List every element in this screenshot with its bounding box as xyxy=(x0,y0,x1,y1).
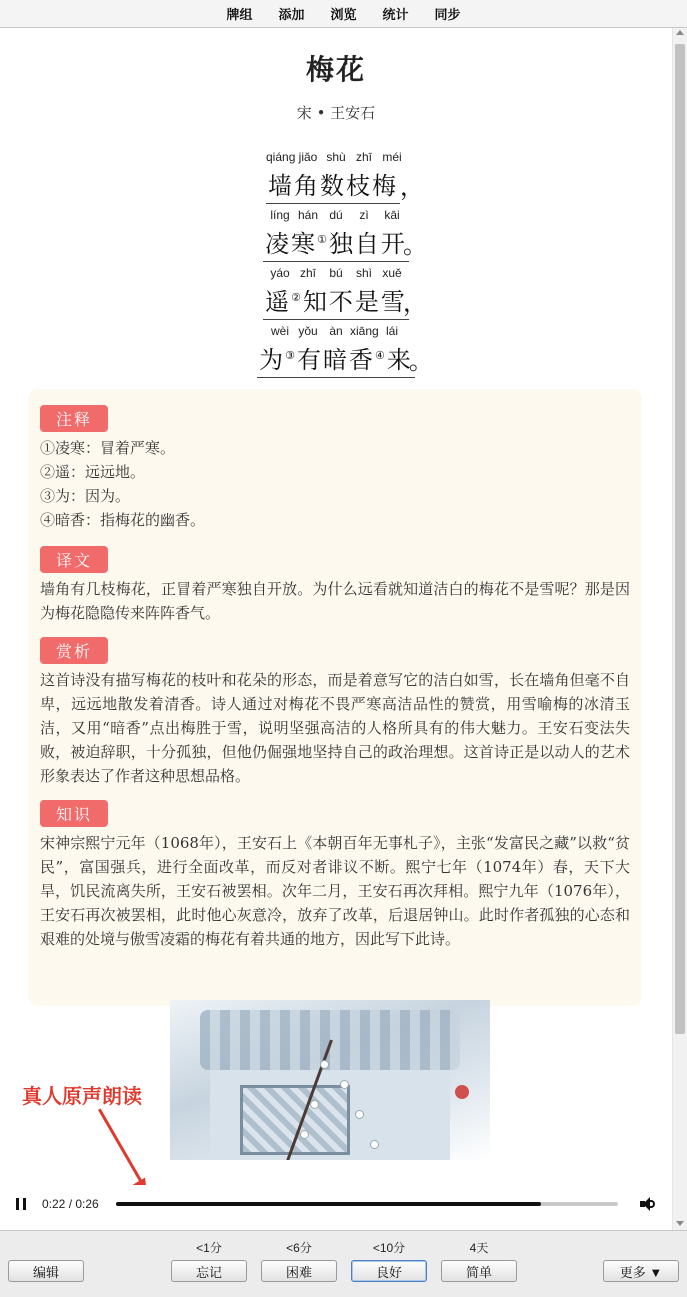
footnote-mark: ③ xyxy=(285,349,297,362)
more-button[interactable]: 更多 ▼ xyxy=(603,1260,679,1282)
poem-text xyxy=(257,340,415,378)
toolbar-sync[interactable]: 同步 xyxy=(434,7,461,22)
pinyin: shù xyxy=(326,150,346,164)
pinyin: zhī xyxy=(299,266,316,280)
toolbar-add[interactable]: 添加 xyxy=(278,7,305,22)
easy-button[interactable]: 简单 xyxy=(441,1260,517,1282)
poem-text-part: 独自开 xyxy=(328,230,407,258)
poem-text-part: 知不是雪 xyxy=(302,288,407,316)
vertical-scrollbar[interactable] xyxy=(672,28,687,1230)
poem-text xyxy=(263,224,409,262)
punctuation: 。 xyxy=(408,347,433,375)
knowledge-section xyxy=(40,800,630,951)
poem-text-part: 有暗香 xyxy=(297,346,375,374)
poem-body xyxy=(0,150,672,382)
edit-button[interactable]: 编辑 xyxy=(8,1260,84,1282)
painting-flower xyxy=(370,1140,379,1149)
again-button[interactable]: 忘记 xyxy=(171,1260,247,1282)
pinyin: wèi xyxy=(270,324,289,338)
painting-flower xyxy=(355,1110,364,1119)
footnote-mark: ④ xyxy=(375,349,387,362)
pinyin-row xyxy=(266,150,406,166)
pinyin-row xyxy=(257,324,415,340)
scrollbar-thumb[interactable] xyxy=(675,44,685,1034)
interval-easy: 4天 xyxy=(469,1241,489,1255)
pinyin: dú xyxy=(329,208,343,222)
plum-blossom-painting xyxy=(170,1000,490,1160)
pinyin: lái xyxy=(385,324,398,338)
poem-line-3 xyxy=(263,266,427,320)
pinyin: shì xyxy=(355,266,372,280)
painting-flower xyxy=(320,1060,329,1069)
pinyin: xuě xyxy=(382,266,402,280)
interval-good: <10分 xyxy=(372,1241,406,1255)
volume-icon[interactable] xyxy=(640,1197,656,1211)
punctuation: ， xyxy=(400,173,424,201)
good-button[interactable]: 良好 xyxy=(351,1260,427,1282)
pinyin: líng xyxy=(270,208,290,222)
painting-flower xyxy=(310,1100,319,1109)
poem-text-part: 来 xyxy=(386,346,413,374)
pinyin: qiáng xyxy=(266,150,296,164)
hard-button[interactable]: 困难 xyxy=(261,1260,337,1282)
poem-line-2 xyxy=(263,208,427,262)
translation-section xyxy=(40,546,630,625)
annotation-item: ②遥：远远地。 xyxy=(40,463,146,481)
audio-player xyxy=(0,1185,672,1223)
annotation-section xyxy=(40,405,630,532)
pinyin: méi xyxy=(382,150,402,164)
footnote-mark: ① xyxy=(317,233,329,246)
knowledge-text: 宋神宗熙宁元年（1068年），王安石上《本朝百年无事札子》，主张“发富民之藏”以救“贫民”，富国强兵，进行全面改革，而反对者诽议不断。熙宁七年（1074年）春，天下大旱，饥民流离失所，王安石被罢相。次年二月，王安石再次拜相。熙宁九年（1076年），王安石再次被罢相，此时他心灰意冷，放弃了改革，后退居钟山。此时作者孤独的心态和艰难的处境与傲雪凌霜的梅花有着共通的地方，因此写下此诗。 xyxy=(40,834,630,948)
painting-flower xyxy=(300,1130,309,1139)
toolbar-browse[interactable]: 浏览 xyxy=(330,7,357,22)
annotation-label: 注释 xyxy=(40,405,108,432)
pinyin: hán xyxy=(297,208,319,222)
interval-hard: <6分 xyxy=(286,1241,312,1255)
painting-flower xyxy=(340,1080,349,1089)
pinyin: xiāng xyxy=(350,324,379,338)
poem-text: 墙角数枝梅 xyxy=(266,166,400,204)
scroll-up-icon[interactable] xyxy=(676,30,684,35)
scroll-down-icon[interactable] xyxy=(676,1221,684,1226)
pinyin: yáo xyxy=(270,266,290,280)
pinyin: zì xyxy=(359,208,369,222)
appreciation-label: 赏析 xyxy=(40,637,108,664)
pinyin-row xyxy=(263,266,409,282)
translation-text: 墙角有几枝梅花，正冒着严寒独自开放。为什么远看就知道洁白的梅花不是雪呢？那是因为梅花隐隐传来阵阵香气。 xyxy=(40,580,630,622)
painting-seal xyxy=(455,1085,469,1099)
footnote-mark: ② xyxy=(291,291,303,304)
poem-title: 梅花 xyxy=(305,53,366,86)
poem-line-1 xyxy=(266,150,424,204)
interval-again: <1分 xyxy=(196,1241,222,1255)
audio-time: 0:22 / 0:26 xyxy=(42,1197,99,1211)
answer-bar xyxy=(0,1230,687,1297)
top-toolbar xyxy=(0,0,687,28)
appreciation-section xyxy=(40,637,630,788)
pinyin-row xyxy=(263,208,409,224)
poem-text-part: 凌寒 xyxy=(265,230,318,258)
poem-line-4 xyxy=(257,324,433,378)
knowledge-label: 知识 xyxy=(40,800,108,827)
pinyin: àn xyxy=(329,324,343,338)
annotation-item: ③为：因为。 xyxy=(40,487,131,505)
toolbar-decks[interactable]: 牌组 xyxy=(226,7,253,22)
poem-text xyxy=(263,282,409,320)
poem-author: 宋 • 王安石 xyxy=(296,104,376,122)
appreciation-text: 这首诗没有描写梅花的枝叶和花朵的形态，而是着意写它的洁白如雪，长在墙角但毫不自卑，远远地散发着清香。诗人通过对梅花不畏严寒高洁品性的赞赏，用雪喻梅的冰清玉洁，又用“暗香”点出梅胜于雪，说明坚强高洁的人格所具有的伟大魅力。王安石变法失败，被迫辞职，十分孤独，但他仍倔强地坚持自己的政治理想。这首诗正是以动人的艺术形象表达了作者这种思想品格。 xyxy=(40,671,630,785)
real-voice-annotation: 真人原声朗读 xyxy=(22,1084,142,1108)
pinyin: jiǎo xyxy=(298,150,318,164)
poem-text-part: 为 xyxy=(259,346,286,374)
notes-panel xyxy=(28,389,642,1006)
punctuation: ， xyxy=(402,289,427,317)
toolbar-stats[interactable]: 统计 xyxy=(382,7,409,22)
pinyin: kāi xyxy=(384,208,400,222)
audio-progress-bar[interactable] xyxy=(116,1202,618,1206)
annotation-item: ④暗香：指梅花的幽香。 xyxy=(40,511,206,529)
poem-text-part: 遥 xyxy=(265,288,292,316)
audio-progress-fill xyxy=(116,1202,541,1206)
annotation-item: ①凌寒：冒着严寒。 xyxy=(40,439,176,457)
pause-icon[interactable] xyxy=(16,1198,26,1210)
pinyin: bú xyxy=(329,266,343,280)
punctuation: 。 xyxy=(402,231,427,259)
pinyin: zhī xyxy=(355,150,372,164)
translation-label: 译文 xyxy=(40,546,108,573)
pinyin: yǒu xyxy=(298,324,318,338)
